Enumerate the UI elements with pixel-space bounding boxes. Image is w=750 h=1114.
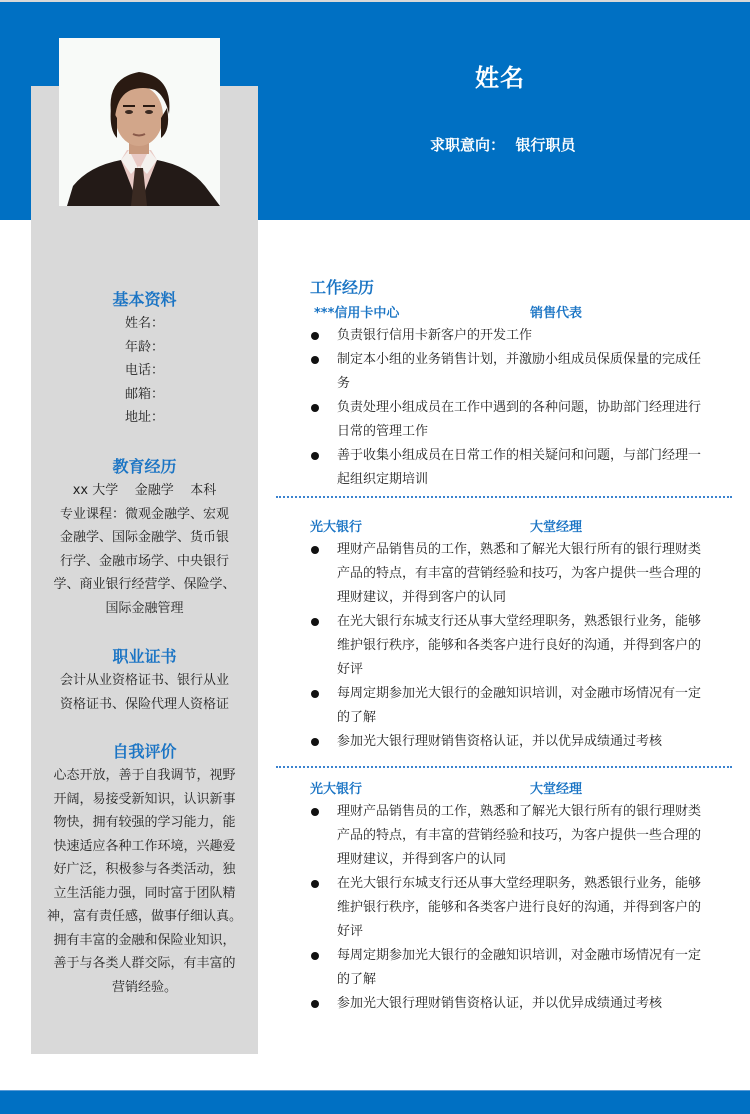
certificates-line: 会计从业资格证书、银行从业	[59, 673, 229, 688]
job-position: 大堂经理	[530, 520, 583, 535]
basic-info-fields	[31, 312, 258, 430]
field-name: 姓名：	[124, 316, 164, 331]
duty-item: 负责银行信用卡新客户的开发工作	[276, 324, 732, 348]
self-evaluation-line: 神，富有责任感，做事仔细认真。	[46, 909, 242, 924]
field-age: 年龄：	[124, 339, 164, 355]
section-divider	[276, 496, 732, 498]
certificates-title: 职业证书	[112, 647, 177, 666]
duty-item: 参加光大银行理财销售资格认证，并以优异成绩通过考核	[276, 992, 732, 1016]
footer-bar	[0, 1091, 750, 1114]
duty-item: 理财产品销售员的工作，熟悉和了解光大银行所有的银行理财类产品的特点，有丰富的营销经验和技巧，为客户提供一些合理的 理财建议，并得到客户的认同	[276, 800, 732, 872]
field-address: 地址：	[124, 410, 164, 425]
job-header	[276, 516, 732, 538]
duty-item: 每周定期参加光大银行的金融知识培训，对金融市场情况有一定的了解	[276, 944, 732, 992]
education-line: 金融学、国际金融学、货币银	[59, 530, 229, 545]
education-line: 学、商业银行经营学、保险学、	[53, 577, 236, 592]
self-evaluation-line: 快速适应各种工作环境，兴趣爱	[53, 838, 236, 854]
bullet-icon	[311, 738, 319, 746]
certificates-section	[31, 645, 258, 716]
job-position: 销售代表	[530, 306, 583, 321]
portrait-image	[59, 38, 220, 206]
bullet-icon	[311, 1000, 319, 1008]
self-evaluation-text	[31, 764, 258, 999]
work-experience-title: 工作经历	[310, 278, 375, 297]
self-evaluation-line: 心态开放，善于自我调节，视野	[53, 768, 236, 783]
self-evaluation-line: 拥有丰富的金融和保险业知识，	[53, 932, 236, 948]
field-phone: 电话：	[124, 363, 164, 378]
self-evaluation-section	[31, 740, 258, 999]
bullet-icon	[311, 952, 319, 960]
duty-item: 每周定期参加光大银行的金融知识培训，对金融市场情况有一定的了解	[276, 682, 732, 730]
education-line: xx 大学 金融学 本科	[72, 483, 217, 498]
bullet-icon	[311, 880, 319, 888]
job-company: ***信用卡中心	[314, 306, 400, 321]
self-evaluation-title: 自我评价	[112, 742, 177, 761]
bullet-icon	[311, 452, 319, 460]
job-header	[276, 778, 732, 800]
duty-item: 在光大银行东城支行还从事大堂经理职务，熟悉银行业务，能够维护银行秩序，能够和各类客户进行良好的沟通，并得到客户的好评	[276, 610, 732, 682]
duty-item: 在光大银行东城支行还从事大堂经理职务，熟悉银行业务，能够维护银行秩序，能够和各类客户进行良好的沟通，并得到客户的好评	[276, 872, 732, 944]
basic-info-title: 基本资料	[112, 290, 177, 309]
field-email: 邮箱：	[124, 386, 164, 402]
job-entry	[276, 302, 732, 492]
education-section	[31, 455, 258, 620]
job-entry	[276, 778, 732, 1016]
education-title: 教育经历	[112, 457, 177, 476]
bullet-icon	[311, 356, 319, 364]
education-line: 专业课程：微观金融学、宏观	[59, 506, 229, 522]
bullet-icon	[311, 808, 319, 816]
job-position: 大堂经理	[530, 782, 583, 797]
job-duties	[276, 800, 732, 1016]
job-entry	[276, 516, 732, 754]
bullet-icon	[311, 546, 319, 554]
self-evaluation-line: 好广泛，积极参与各类活动，独	[53, 862, 236, 877]
self-evaluation-line: 立生活能力强，同时富于团队精	[53, 885, 236, 901]
education-text	[31, 479, 258, 620]
certificates-line: 资格证书、保险代理人资格证	[59, 696, 229, 712]
duty-item: 参加光大银行理财销售资格认证，并以优异成绩通过考核	[276, 730, 732, 754]
job-company: 光大银行	[310, 520, 363, 535]
bullet-icon	[311, 404, 319, 412]
basic-info-section	[31, 288, 258, 430]
job-duties	[276, 538, 732, 754]
bullet-icon	[311, 618, 319, 626]
job-company: 光大银行	[310, 782, 363, 797]
bullet-icon	[311, 690, 319, 698]
certificates-text	[31, 669, 258, 716]
bullet-icon	[311, 332, 319, 340]
job-intent: 求职意向： 银行职员	[430, 136, 576, 154]
duty-item: 善于收集小组成员在日常工作的相关疑问和问题，与部门经理一起组织定期培训	[276, 444, 732, 492]
candidate-name: 姓名	[475, 64, 525, 92]
self-evaluation-line: 物快，拥有较强的学习能力，能	[53, 815, 236, 830]
duty-item: 理财产品销售员的工作，熟悉和了解光大银行所有的银行理财类产品的特点，有丰富的营销经验和技巧，为客户提供一些合理的 理财建议，并得到客户的认同	[276, 538, 732, 610]
self-evaluation-line: 开阔，易接受新知识，认识新事	[53, 791, 236, 807]
duty-item: 制定本小组的业务销售计划，并激励小组成员保质保量的完成任务	[276, 348, 732, 396]
job-duties	[276, 324, 732, 492]
self-evaluation-line: 善于与各类人群交际，有丰富的	[53, 956, 236, 971]
section-divider	[276, 766, 732, 768]
duty-item: 负责处理小组成员在工作中遇到的各种问题，协助部门经理进行日常的管理工作	[276, 396, 732, 444]
job-header	[276, 302, 732, 324]
education-line: 行学、金融市场学、中央银行	[59, 553, 229, 569]
self-evaluation-line: 营销经验。	[111, 979, 177, 995]
education-line: 国际金融管理	[105, 600, 184, 616]
profile-photo	[59, 38, 220, 206]
